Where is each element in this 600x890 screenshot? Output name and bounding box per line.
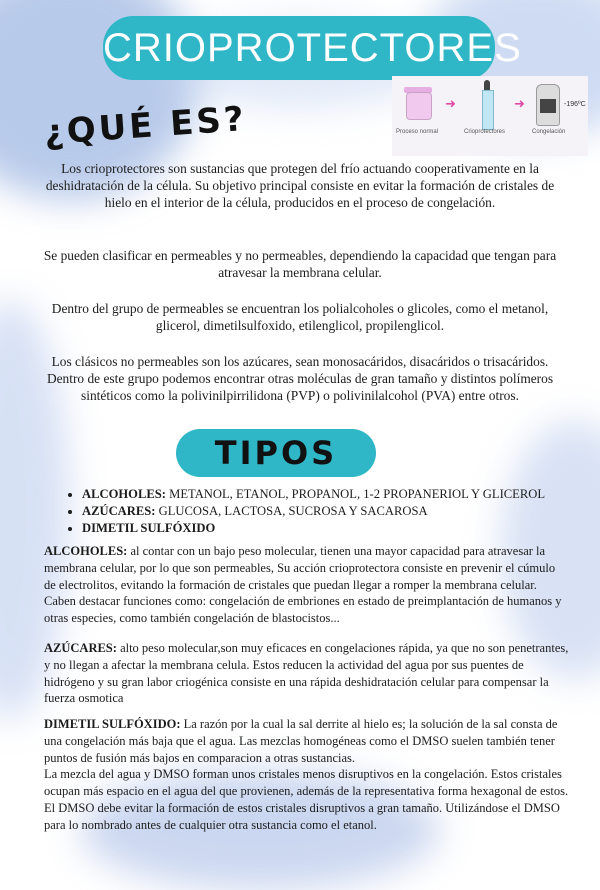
list-item-label: AZÚCARES: xyxy=(82,504,156,518)
list-item-text: GLUCOSA, LACTOSA, SUCROSA Y SACAROSA xyxy=(155,504,428,518)
azucares-description xyxy=(44,640,570,707)
alcoholes-description xyxy=(44,543,570,627)
description-text: al contar con un bajo peso molecular, tienen una mayor capacidad para atravesar la membrana celular, por lo que son permeables, Su acción crioprotectora consiste en prevenir el cúmulo de electrolitos, evitando la formación de cristales que puedan llegar a romper la membrana celular. Caben destacar funciones como: congelación de embriones en estado de preimplantación de humanos y otras especies, como también congelación de blastocistos... xyxy=(44,544,562,626)
description-paragraph: La mezcla del agua y DMSO forman unos cristales menos disruptivos en la congelación. Estos cristales ocupan más espacio en el agua del que provienen, además de la representativa forma hexagonal de estos. xyxy=(44,767,569,799)
description-paragraph: El DMSO debe evitar la formación de estos cristales disruptivos a gran tamaño. Utilizándose el DMSO para lo nombrado antes de cualquier otra sustancia como el etanol. xyxy=(44,800,560,832)
section-heading-que-es: ¿QUÉ ES? xyxy=(42,98,248,154)
dropper-icon xyxy=(482,80,492,128)
figure-caption: Crioprotectores xyxy=(464,129,506,135)
list-item xyxy=(82,486,545,503)
dropper-tube xyxy=(482,90,494,130)
page-title: CRIOPROTECTORES xyxy=(103,26,522,70)
classification-paragraph: Se pueden clasificar en permeables y no permeables, dependiendo la capacidad que tengan para atravesar la membrana celular. xyxy=(43,248,557,280)
description-label: ALCOHOLES: xyxy=(44,544,128,558)
non-permeables-paragraph: Los clásicos no permeables son los azúcares, sean monosacáridos, disacáridos o trisacáridos. Dentro de este grupo podemos encontrar otras moléculas de gran tamaño y distintos polímeros sintéticos como la polivinilpirrilidona (PVP) o polivinilalcohol (PVA) entre otros. xyxy=(46,354,554,403)
list-item-label: ALCOHOLES: xyxy=(82,487,166,501)
tank-label xyxy=(540,99,556,113)
dmso-description xyxy=(44,716,570,834)
description-label: AZÚCARES: xyxy=(44,641,117,655)
list-item xyxy=(82,520,545,537)
description-text: alto peso molecular,son muy eficaces en congelaciones rápida, ya que no son penetrantes, y no llegan a afectar la membrana celula. Estos reducen la actividad del agua por sus puentes de hidrógeno y su gran labor criogénica consiste en una rápida deshidratación celular para compensar la fuerza osmotica xyxy=(44,641,569,706)
description-label: DIMETIL SULFÓXIDO: xyxy=(44,717,181,731)
description-paragraph xyxy=(44,716,570,766)
list-item-label: DIMETIL SULFÓXIDO xyxy=(82,521,216,535)
sample-jar-icon xyxy=(406,92,432,120)
arrow-right-icon: ➜ xyxy=(514,97,525,112)
cryo-process-figure xyxy=(392,76,588,156)
permeables-paragraph: Dentro del grupo de permeables se encuentran los polialcoholes o glicoles, como el metanol, glicerol, dimetilsulfoxido, etilenglicol, propilenglicol. xyxy=(51,301,549,333)
list-item-text: METANOL, ETANOL, PROPANOL, 1-2 PROPANERIOL Y GLICEROL xyxy=(165,487,546,501)
figure-caption: Congelación xyxy=(532,129,566,135)
section-heading-tipos: TIPOS xyxy=(214,434,338,472)
list-item xyxy=(82,503,545,520)
description-text: La razón por la cual la sal derrite al hielo es; la solución de la sal consta de una congelación más baja que el agua. Las mezclas homogéneas como el DMSO suelen también tener puntos de fusión más bajos en comparacion a otras sustancias. xyxy=(44,717,558,765)
tipos-list xyxy=(62,486,545,537)
temperature-label: -196ºC xyxy=(564,101,586,108)
arrow-right-icon: ➜ xyxy=(445,97,456,112)
dropper-bulb xyxy=(484,80,490,90)
nitrogen-tank-icon xyxy=(536,84,560,126)
intro-paragraph: Los crioprotectores son sustancias que protegen del frío actuando cooperativamente en la deshidratación de la célula. Su objetivo principal consiste en evitar la formación de cristales de hielo en el interior de la célula, producidos en el proceso de congelación. xyxy=(45,161,555,210)
figure-caption: Proceso normal xyxy=(396,129,439,135)
